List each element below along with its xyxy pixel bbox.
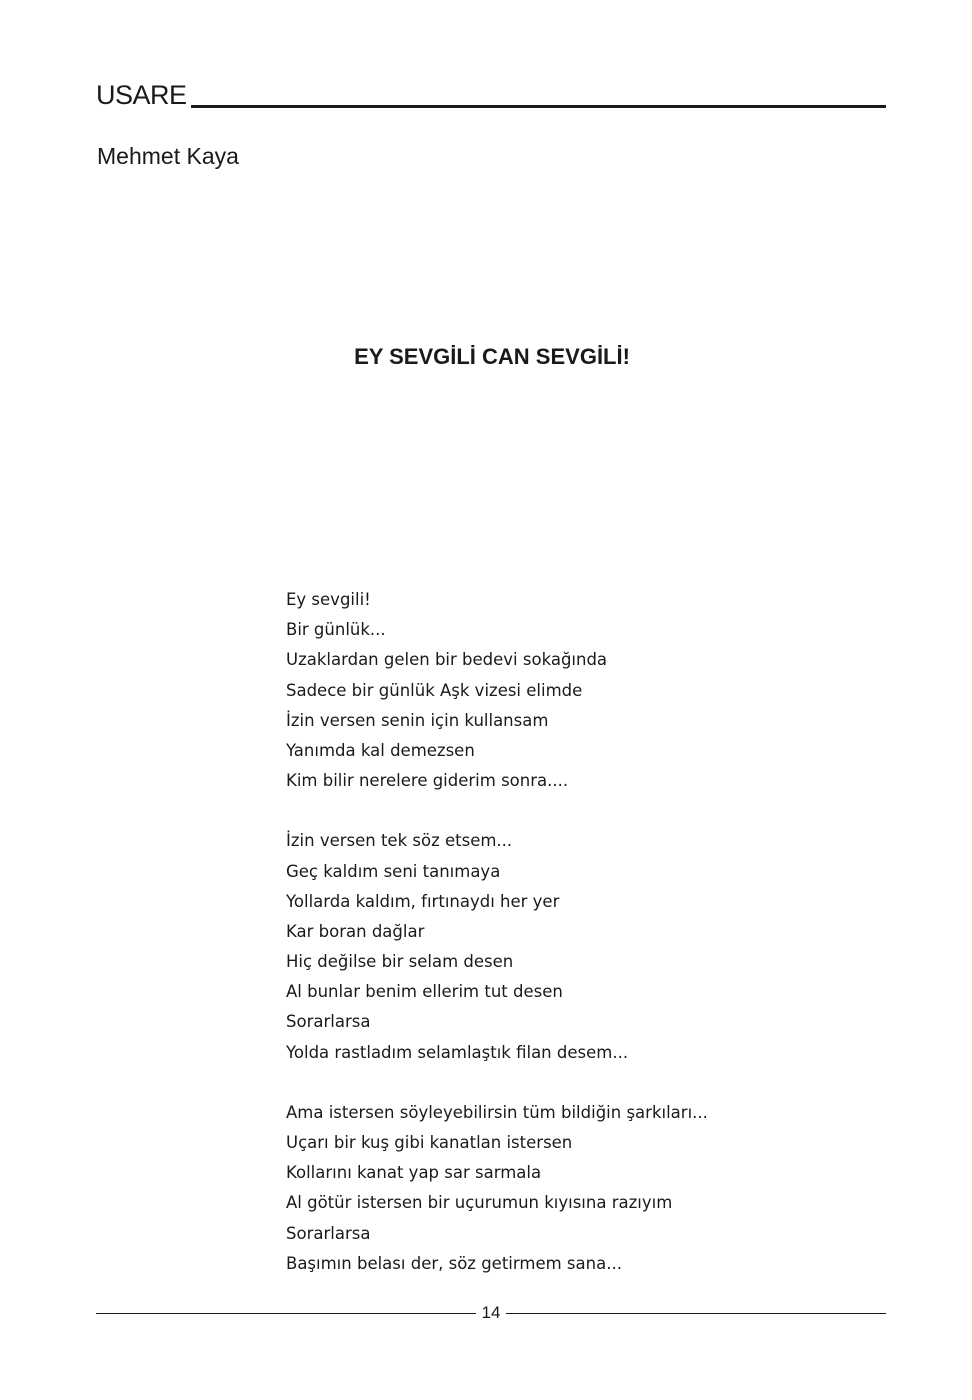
- poem-body: [286, 585, 846, 1309]
- poem-line: Uçarı bir kuş gibi kanatlan istersen: [286, 1133, 573, 1152]
- page-header: [96, 80, 886, 110]
- poem-line: Yanımda kal demezsen: [286, 740, 475, 760]
- poem-line: Al bunlar benim ellerim tut desen: [286, 982, 563, 1002]
- stanza: [286, 1098, 846, 1279]
- poem-line: İzin versen senin için kullansam: [286, 710, 549, 730]
- poem-line: Ey sevgili!: [286, 590, 371, 609]
- poem-line: Bir günlük...: [286, 620, 386, 640]
- stanza: [286, 826, 846, 1068]
- page-footer: [96, 1302, 886, 1324]
- author-name: Mehmet Kaya: [97, 143, 239, 169]
- poem-line: Sorarlarsa: [286, 1012, 371, 1032]
- poem-line: Yollarda kaldım, fırtınaydı her yer: [286, 891, 560, 911]
- header-rule: [191, 105, 886, 108]
- poem-line: Yolda rastladım selamlaştık filan desem...: [286, 1042, 629, 1062]
- page-number: 14: [481, 1303, 501, 1322]
- poem-line: Sadece bir günlük Aşk vizesi elimde: [286, 680, 583, 700]
- poem-line: Al götür istersen bir uçurumun kıyısına razıyım: [286, 1193, 673, 1213]
- poem-line: Ama istersen söyleyebilirsin tüm bildiğin şarkıları...: [286, 1102, 708, 1122]
- poem-line: Geç kaldım seni tanımaya: [286, 861, 501, 881]
- poem-line: Uzaklardan gelen bir bedevi sokağında: [286, 650, 608, 670]
- poem-title: EY SEVGİLİ CAN SEVGİLİ!: [354, 344, 630, 369]
- poem-line: Başımın belası der, söz getirmem sana...: [286, 1253, 622, 1273]
- poem-line: Kar boran dağlar: [286, 921, 425, 941]
- poem-line: Kollarını kanat yap sar sarmala: [286, 1163, 542, 1183]
- poem-line: Kim bilir nerelere giderim sonra....: [286, 771, 569, 791]
- stanza: [286, 585, 846, 796]
- footer-rule-right: [506, 1313, 886, 1314]
- footer-rule-left: [96, 1313, 476, 1314]
- poem-line: Hiç değilse bir selam desen: [286, 952, 514, 972]
- journal-title: USARE: [96, 80, 187, 110]
- poem-line: Sorarlarsa: [286, 1223, 371, 1243]
- poem-line: İzin versen tek söz etsem...: [286, 831, 513, 851]
